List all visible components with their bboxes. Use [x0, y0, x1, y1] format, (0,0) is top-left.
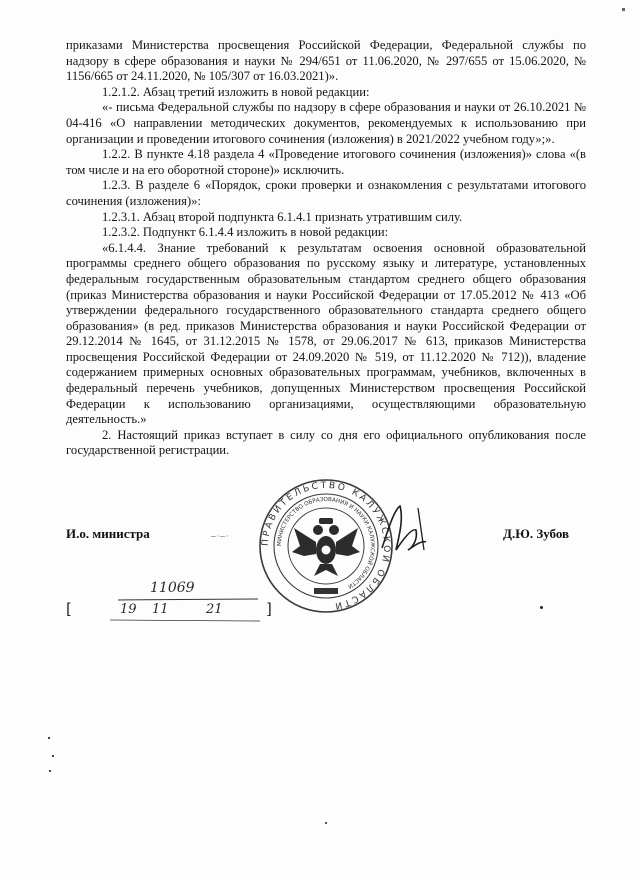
- right-bracket-icon: ]: [266, 600, 272, 618]
- scan-speck: [52, 755, 54, 757]
- signature-scribble-icon: [378, 500, 458, 560]
- paragraph-1-2-3-2: 1.2.3.2. Подпункт 6.1.4.4 изложить в новой редакции:: [102, 225, 389, 240]
- registration-day: 19: [120, 602, 137, 617]
- svg-text:ПРАВИТЕЛЬСТВО КАЛУЖСКОЙ ОБЛАСТ: ПРАВИТЕЛЬСТВО КАЛУЖСКОЙ ОБЛАСТИ: [260, 480, 392, 611]
- registration-month: 11: [152, 602, 169, 617]
- paragraph-1-2-2: 1.2.2. В пункте 4.18 раздела 4 «Проведение итогового сочинения (изложения)» слова «(в том числе и на его оборотной стороне)» исключить.: [66, 147, 586, 177]
- document-body: [66, 38, 586, 459]
- faint-mark: ~·~·: [210, 532, 229, 541]
- official-seal-icon: [256, 476, 396, 616]
- paragraph-1-2-1-2: 1.2.1.2. Абзац третий изложить в новой редакции:: [102, 84, 370, 99]
- scan-speck: [540, 606, 543, 609]
- scan-speck: [49, 770, 51, 772]
- scan-speck: [325, 822, 327, 824]
- registration-number: 11069: [150, 580, 195, 596]
- signatory-title: И.о. министра: [66, 526, 150, 541]
- signatory-name: Д.Ю. Зубов: [503, 526, 570, 541]
- date-underline: [110, 617, 260, 625]
- left-bracket-icon: [: [66, 600, 72, 618]
- paragraph-2: 2. Настоящий приказ вступает в силу со дня его официального опубликования после государственной регистрации.: [66, 427, 586, 458]
- svg-text:МИНИСТЕРСТВО ОБРАЗОВАНИЯ И НАУ: МИНИСТЕРСТВО ОБРАЗОВАНИЯ И НАУКИ КАЛУЖСКОЙ ОБЛАСТИ: [276, 496, 376, 589]
- scan-speck: [622, 8, 625, 11]
- paragraph-continuation: приказами Министерства просвещения Российской Федерации, Федеральной службы по надзору в сфере образования и науки № 294/651 от 11.06.2020, № 297/655 от 15.06.2020, № 1156/665 от 24.11.2020, № 105/307 от 16.03.2021)».: [66, 38, 586, 84]
- paragraph-1-2-3: 1.2.3. В разделе 6 «Порядок, сроки проверки и ознакомления с результатами итогового сочинения (изложения)»:: [66, 178, 586, 208]
- number-underline: [118, 596, 258, 604]
- paragraph-6-1-4-4: «6.1.4.4. Знание требований к результатам освоения основной образовательной программы среднего общего образования по русскому языку и литературе, установленных федеральным государственным образовательным стандартом среднего общего образования (приказ Министерства образования и науки Российской Федерации от 17.05.2012 № 413 «Об утверждении федерального государственного образовательного стандарта среднего общего образования» (в ред. приказов Министерства образования и науки Российской Федерации от 29.12.2014 № 1645, от 31.12.2015 № 1578, от 29.06.2017 № 613, приказов Министерства просвещения Российской Федерации от 24.09.2020 № 519, от 11.12.2020 № 712)), владение содержанием примерных основных образовательных программам, учебников, включенных в федеральный перечень учебников, допущенных Министерством просвещения Российской Федерации к использованию организациями, осуществляющими образовательную деятельность.»: [66, 240, 586, 427]
- scan-speck: [48, 737, 50, 739]
- paragraph-1-2-3-1: 1.2.3.1. Абзац второй подпункта 6.1.4.1 признать утратившим силу.: [102, 209, 463, 224]
- registration-year: 21: [206, 602, 223, 617]
- paragraph-quote-letter: «- письма Федеральной службы по надзору в сфере образования и науки от 26.10.2021 № 04-416 «О направлении методических документов, рекомендуемых к использованию при организации и проведении итогового сочинения (изложения) в 2021/2022 учебном году»;».: [66, 100, 586, 146]
